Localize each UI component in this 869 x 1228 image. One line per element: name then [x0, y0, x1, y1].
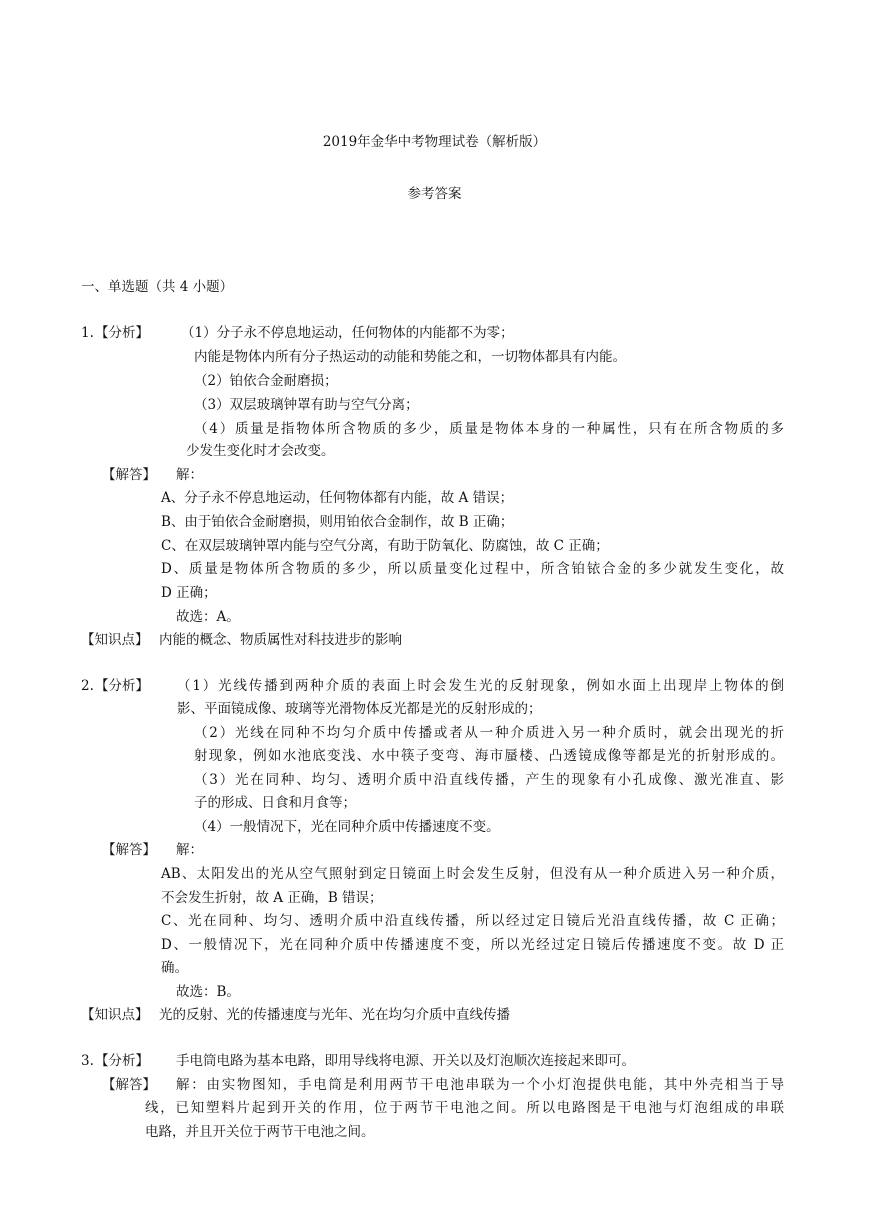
analysis-line: （2）光线在同种不均匀介质中传播或者从一种介质进入另一种介质时，就会出现光的折 — [194, 725, 784, 741]
knowledge-text: 光的反射、光的传播速度与光年、光在均匀介质中直线传播 — [159, 1007, 510, 1023]
answer-intro: 解： — [176, 467, 203, 483]
answer-line: 故选：B。 — [176, 984, 240, 1000]
analysis-line: （4）一般情况下，光在同种介质中传播速度不变。 — [194, 819, 500, 835]
analysis-line: （4）质量是指物体所含物质的多少，质量是物体本身的一种属性，只有在所含物质的多 — [194, 421, 784, 437]
analysis-line: （1）分子永不停息地运动，任何物体的内能都不为零； — [181, 325, 514, 341]
knowledge-tag: 【知识点】 — [81, 632, 149, 648]
analysis-text: 手电筒电路为基本电路，即用导线将电源、开关以及灯泡顺次连接起来即可。 — [176, 1053, 635, 1069]
answer-line: B、由于铂依合金耐磨损，则用铂依合金制作，故 B 正确； — [161, 514, 514, 530]
analysis-tag: 【分析】 — [95, 1053, 149, 1069]
analysis-line: （2）铂依合金耐磨损； — [194, 373, 338, 389]
answer-line: 电路，并且开关位于两节干电池之间。 — [145, 1124, 375, 1140]
answer-line: AB、太阳发出的光从空气照射到定日镜面上时会发生反射，但没有从一种介质进入另一种介质， — [161, 866, 784, 882]
answer-line: C、在双层玻璃钟罩内能与空气分离，有助于防氧化、防腐蚀，故 C 正确； — [161, 538, 609, 554]
analysis-tag: 【分析】 — [95, 325, 149, 341]
answer-line: D、一般情况下，光在同种介质中传播速度不变，所以光经过定日镜后传播速度不变。故 D 正 — [161, 937, 784, 953]
question-number: 2. — [81, 678, 94, 694]
section-heading: 一、单选题（共 4 小题） — [81, 279, 234, 295]
analysis-line: 内能是物体内所有分子热运动的动能和势能之和，一切物体都具有内能。 — [194, 349, 626, 365]
analysis-line: 影、平面镜成像、玻璃等光滑物体反光都是光的反射形成的； — [177, 701, 542, 717]
knowledge-tag: 【知识点】 — [81, 1007, 149, 1023]
answer-line: 解：由实物图知，手电筒是利用两节干电池串联为一个小灯泡提供电能，其中外壳相当于导 — [176, 1077, 784, 1093]
answer-intro: 解： — [176, 842, 203, 858]
answer-line: 线，已知塑料片起到开关的作用，位于两节干电池之间。所以电路图是干电池与灯泡组成的串联 — [145, 1100, 784, 1116]
analysis-line: （1）光线传播到两种介质的表面上时会发生光的反射现象，例如水面上出现岸上物体的倒 — [177, 678, 784, 694]
answer-line: C、光在同种、均匀、透明介质中沿直线传播，所以经过定日镜后光沿直线传播，故 C 正确； — [161, 913, 784, 929]
answer-tag: 【解答】 — [102, 842, 156, 858]
answer-line: D 正确； — [161, 585, 217, 601]
analysis-line: （3）双层玻璃钟罩有助与空气分离； — [194, 397, 419, 413]
answer-tag: 【解答】 — [102, 1077, 156, 1093]
answer-line: 不会发生折射，故 A 正确，B 错误； — [161, 890, 383, 906]
analysis-line: （3）光在同种、均匀、透明介质中沿直线传播，产生的现象有小孔成像、激光准直、影 — [194, 772, 784, 788]
document-title: 2019年金华中考物理试卷（解析版） — [322, 134, 547, 150]
answer-line: 故选：A。 — [176, 609, 240, 625]
answer-line: 确。 — [161, 960, 188, 976]
question-number: 1. — [81, 325, 94, 341]
knowledge-text: 内能的概念、物质属性对科技进步的影响 — [159, 632, 402, 648]
answer-line: D、质量是物体所含物质的多少，所以质量变化过程中，所含铂铱合金的多少就发生变化，故 — [161, 561, 784, 577]
answer-tag: 【解答】 — [102, 467, 156, 483]
answer-line: A、分子永不停息地运动，任何物体都有内能，故 A 错误； — [161, 490, 514, 506]
question-number: 3. — [81, 1053, 94, 1069]
analysis-line: 子的形成、日食和月食等； — [194, 795, 356, 811]
document-subtitle: 参考答案 — [407, 186, 462, 202]
analysis-line: 少发生变化时才会改变。 — [186, 443, 335, 459]
analysis-line: 射现象，例如水池底变浅、水中筷子变弯、海市蜃楼、凸透镜成像等都是光的折射形成的。 — [194, 748, 784, 764]
analysis-tag: 【分析】 — [95, 678, 149, 694]
